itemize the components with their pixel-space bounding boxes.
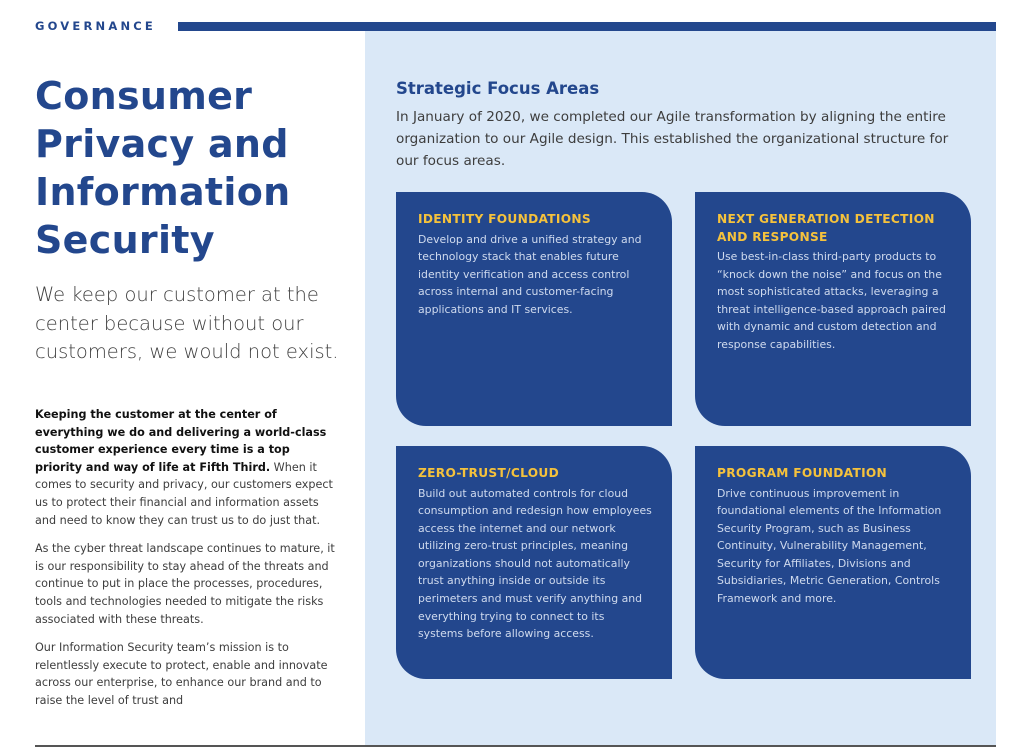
focus-title: Strategic Focus Areas	[396, 79, 600, 98]
header-bar	[178, 22, 996, 31]
card-text: Drive continuous improvement in foundational elements of the Information Security Program, such as Business Continuity, Vulnerability Management, Security for Affiliates, Divisions and Subsidiaries, Metric Generation, Controls Framework and more.	[717, 486, 942, 606]
focus-card-identity-foundations	[396, 192, 672, 426]
focus-card-next-generation-detection	[695, 192, 971, 426]
page-title-line: Consumer	[35, 74, 253, 118]
focus-intro: In January of 2020, we completed our Agile transformation by aligning the entire organization to our Agile design. This established the organizational structure for our focus areas.	[396, 109, 949, 169]
card-title: NEXT GENERATION DETECTION AND RESPONSE	[717, 212, 935, 244]
section-label: GOVERNANCE	[35, 19, 156, 33]
card-text: Use best-in-class third-party products to “knock down the noise” and focus on the most sophisticated attacks, leveraging a threat intelligence-based approach paired with dynamic and custom detection and response capabilities.	[717, 250, 946, 351]
card-title: PROGRAM FOUNDATION	[717, 466, 888, 480]
page-title-line: Information	[35, 170, 291, 214]
card-text: Develop and drive a unified strategy and technology stack that enables future identity verification and access control across internal and customer-facing applications and IT services.	[418, 232, 642, 316]
body-paragraph-1-rest: When it comes to security and privacy, our customers expect us to protect their financial and information assets and need to know they can trust us to do just that.	[35, 460, 333, 527]
card-text: Build out automated controls for cloud consumption and redesign how employees access the internet and our network utilizing zero-trust principles, meaning organizations should not automatically trust anything inside or outside its perimeters and must verify anything and everything trying to connect to its systems before allowing access.	[418, 486, 652, 641]
page-title-line: Privacy and	[35, 122, 289, 166]
body-paragraph-3: Our Information Security team’s mission is to relentlessly execute to protect, enable and innovate across our enterprise, to enhance our brand and to raise the level of trust and	[35, 641, 328, 707]
card-title: ZERO-TRUST/CLOUD	[418, 466, 559, 480]
body-paragraph-1	[35, 406, 340, 529]
page-title	[35, 72, 355, 264]
focus-card-program-foundation	[695, 446, 971, 679]
footer-rule	[35, 745, 996, 747]
focus-card-zero-trust-cloud	[396, 446, 672, 679]
page-title-line: Security	[35, 218, 215, 262]
card-title: IDENTITY FOUNDATIONS	[418, 212, 591, 226]
tagline: We keep our customer at the center because without our customers, we would not exist.	[35, 283, 339, 363]
body-paragraph-1-bold: Keeping the customer at the center of everything we do and delivering a world-class customer experience every time is a top priority and way of life at Fifth Third.	[35, 408, 327, 474]
body-text	[35, 406, 340, 721]
body-paragraph-2: As the cyber threat landscape continues to mature, it is our responsibility to stay ahead of the threats and continue to put in place the processes, procedures, tools and technologies needed to mitigate the risks associated with these threats.	[35, 542, 335, 626]
